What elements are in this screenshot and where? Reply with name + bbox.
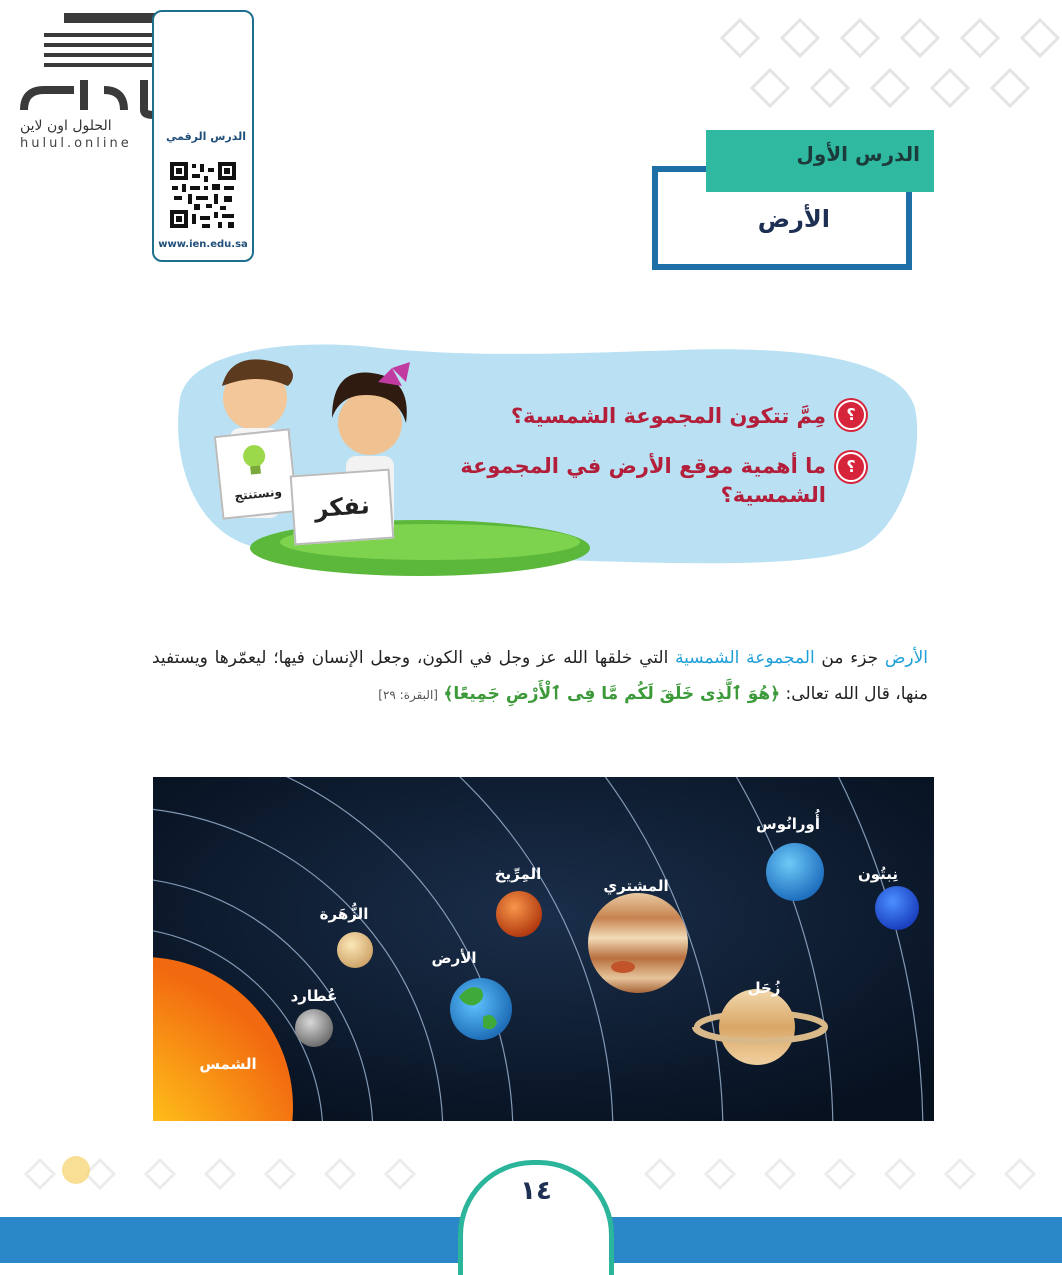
think-question-1: مِمَّ تتكون المجموعة الشمسية؟ — [510, 404, 826, 428]
paragraph-text: التي خلقها الله عز وجل في الكون، وجعل الإنسان فيها؛ ليعمّرها ويستفيد منها، قال الله تعالى: — [152, 648, 928, 704]
question-icon: ؟ — [836, 452, 866, 482]
label-mercury: عُطارد — [290, 987, 338, 1005]
brand-arabic: الحلول اون لاين — [20, 118, 112, 134]
hulul-mini-logo-icon — [62, 1156, 90, 1184]
term-earth: الأرض — [884, 648, 929, 668]
sign-think: نفكر — [290, 469, 395, 546]
mercury-icon — [295, 1009, 333, 1047]
decorative-pattern — [700, 0, 1062, 130]
lesson-number-label: الدرس الأول — [796, 142, 920, 166]
venus-icon — [337, 932, 373, 968]
label-mars: المِرِّيخ — [494, 865, 542, 883]
solar-system-illustration — [153, 777, 934, 1121]
term-solar-system: المجموعة الشمسية — [675, 648, 815, 668]
question-icon: ؟ — [836, 400, 866, 430]
label-sun: الشمس — [199, 1055, 257, 1073]
uranus-icon — [766, 843, 824, 901]
label-jupiter: المشتري — [603, 877, 669, 895]
sign-conclude-label: ونستنتج — [233, 484, 283, 504]
neptune-icon — [875, 886, 919, 930]
digital-lesson-label: الدرس الرقمي — [165, 130, 246, 143]
label-venus: الزُّهَرة — [319, 905, 369, 923]
quran-verse: ﴿هُوَ ٱلَّذِى خَلَقَ لَكُم مَّا فِى ٱلْأَرْضِ جَمِيعًا﴾ — [443, 684, 781, 704]
earth-icon — [450, 978, 512, 1040]
label-uranus: أُورانُوس — [756, 815, 820, 833]
lesson-paragraph — [152, 640, 928, 713]
sign-conclude — [214, 428, 298, 519]
label-neptune: نِبتُون — [857, 865, 899, 883]
lightbulb-icon — [238, 441, 272, 480]
page-number: ١٤ — [520, 1176, 552, 1206]
think-question-2: ما أهمية موقع الأرض في المجموعة الشمسية؟ — [460, 454, 826, 508]
jupiter-icon — [588, 893, 688, 993]
qr-code-icon[interactable] — [168, 160, 238, 230]
digital-lesson-url[interactable]: www.ien.edu.sa — [158, 239, 248, 250]
lesson-title: الأرض — [757, 205, 830, 233]
verse-reference: [البقرة: ٢٩] — [378, 688, 438, 702]
paragraph-text: جزء من — [814, 648, 885, 668]
saturn-icon — [719, 989, 795, 1065]
label-saturn: زُحَل — [747, 979, 781, 997]
digital-lesson-card[interactable] — [152, 10, 254, 262]
label-earth: الأرض — [431, 949, 477, 967]
brand-url: hulul.online — [20, 136, 132, 151]
mars-icon — [496, 891, 542, 937]
